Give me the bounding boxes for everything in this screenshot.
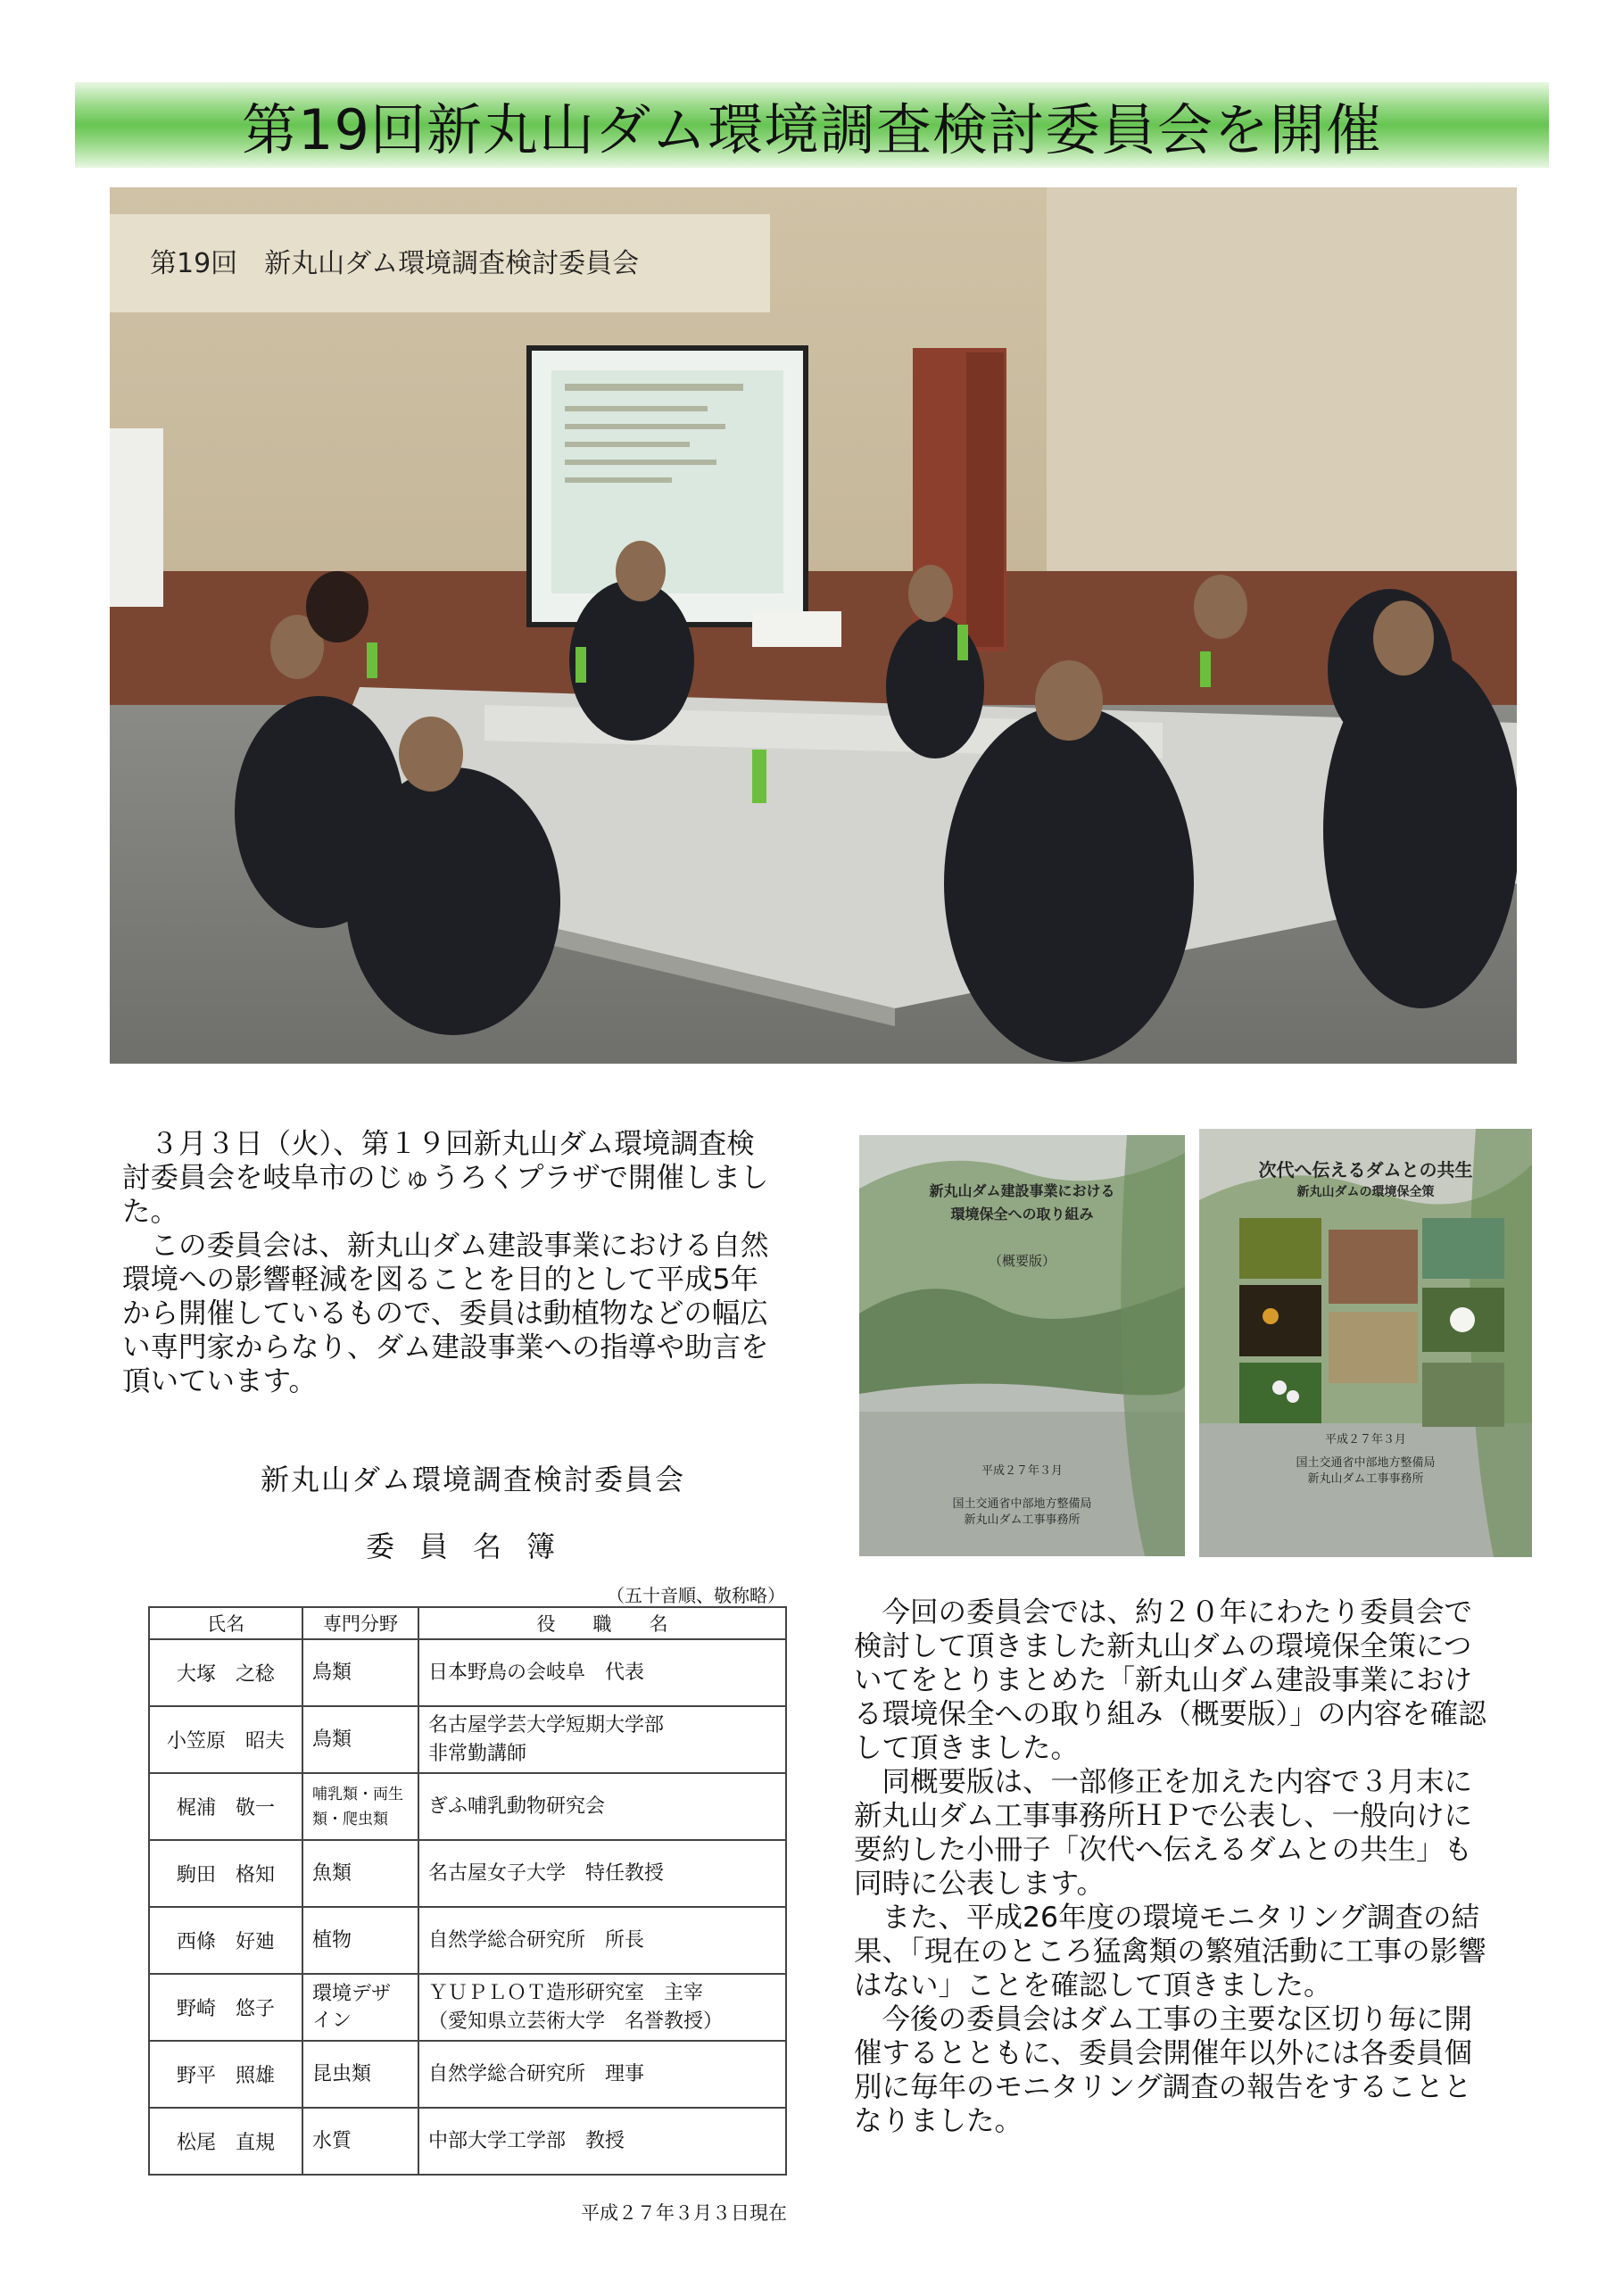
member-name: 駒田 格知 <box>149 1840 302 1907</box>
booklet-publisher-line: 新丸山ダム工事事務所 <box>964 1513 1081 1527</box>
member-name: 西條 好廸 <box>149 1907 302 1974</box>
column-header-name: 氏名 <box>149 1607 302 1639</box>
meeting-photo <box>110 187 1517 1064</box>
member-field: 魚類 <box>302 1840 418 1907</box>
booklet-title-line: 環境保全への取り組み <box>950 1206 1094 1223</box>
roster-note: （五十音順、敬称略） <box>607 1585 785 1606</box>
table-header-row <box>149 1607 786 1639</box>
member-position <box>418 1773 786 1840</box>
member-position <box>418 1639 786 1706</box>
member-field: 鳥類 <box>302 1639 418 1706</box>
table-row <box>149 1773 786 1840</box>
column-header-position: 役 職 名 <box>418 1607 786 1639</box>
member-position <box>418 1907 786 1974</box>
committee-title: 新丸山ダム環境調査検討委員会 <box>260 1463 685 1496</box>
member-field: 昆虫類 <box>302 2041 418 2108</box>
member-position-line: 中部大学工学部 教授 <box>428 2129 625 2152</box>
intro-paragraph: この委員会は、新丸山ダム建設事業における自然環境への影響軽減を図ることを目的として平成5年から開催しているもので、委員は動植物などの幅広い専門家からなり、ダム建設事業への指導や助言を頂いています。 <box>122 1230 769 1397</box>
table-row <box>149 1840 786 1907</box>
table-row <box>149 2041 786 2108</box>
member-position-line: 日本野鳥の会岐阜 代表 <box>428 1661 645 1684</box>
member-position-line: 非常勤講師 <box>428 1742 527 1765</box>
table-row <box>149 1706 786 1773</box>
member-position-line: ぎふ哺乳動物研究会 <box>428 1795 606 1818</box>
body-paragraph: 今後の委員会はダム工事の主要な区切り毎に開催するとともに、委員会開催年以外には各委員個別に毎年のモニタリング調査の報告をすることとなりました。 <box>854 2003 1473 2137</box>
member-position <box>418 1840 786 1907</box>
booklet-publisher <box>1199 1455 1532 1488</box>
booklet-publisher-line: 国土交通省中部地方整備局 <box>952 1497 1092 1511</box>
body-paragraph: また、平成26年度の環境モニタリング調査の結果、「現在のところ猛禽類の繁殖活動に工事の影響はない」ことを確認して頂きました。 <box>854 1902 1486 2002</box>
booklet-publisher-line: 新丸山ダム工事事務所 <box>1307 1472 1424 1486</box>
member-name: 野崎 悠子 <box>149 1974 302 2041</box>
table-row <box>149 1974 786 2041</box>
column-header-field: 専門分野 <box>302 1607 418 1639</box>
member-position <box>418 1706 786 1773</box>
member-position <box>418 2041 786 2108</box>
booklet-date: 平成２７年３月 <box>1324 1433 1406 1446</box>
member-field: 植物 <box>302 1907 418 1974</box>
member-field: 環境デザイン <box>302 1974 418 2041</box>
member-position-line: ＹＵＰＬＯＴ造形研究室 主宰 <box>428 1981 704 2004</box>
member-position-line: 自然学総合研究所 所長 <box>428 1928 645 1952</box>
booklet-title <box>859 1180 1185 1226</box>
member-name: 梶浦 敬一 <box>149 1773 302 1840</box>
member-field: 哺乳類・両生類・爬虫類 <box>302 1773 418 1840</box>
member-position <box>418 1974 786 2041</box>
title-banner <box>75 82 1549 168</box>
roster-title: 委員名簿 <box>365 1529 580 1563</box>
photo-banner-text: 第19回 新丸山ダム環境調査検討委員会 <box>150 248 640 279</box>
member-field: 水質 <box>302 2108 418 2175</box>
booklet-subtitle: 新丸山ダムの環境保全策 <box>1296 1185 1435 1199</box>
intro-paragraph: ３月３日（火）、第１９回新丸山ダム環境調査検討委員会を岐阜市のじゅうろくプラザで開催しました。 <box>122 1128 769 1228</box>
body-paragraph: 同概要版は、一部修正を加えた内容で３月末に新丸山ダム工事事務所ＨＰで公表し、一般向けに要約した小冊子「次代へ伝えるダムとの共生」も同時に公表します。 <box>854 1766 1473 1900</box>
results-text <box>854 1596 1498 2138</box>
booklet-cover-coexistence <box>1199 1129 1532 1557</box>
booklet-publisher-line: 国土交通省中部地方整備局 <box>1296 1456 1436 1470</box>
roster-as-of-date: 平成２７年３月３日現在 <box>581 2202 787 2224</box>
body-paragraph: 今回の委員会では、約２０年にわたり委員会で検討して頂きました新丸山ダムの環境保全策についてをとりまとめた「新丸山ダム建設事業における環境保全への取り組み（概要版）」の内容を確認して頂きました。 <box>854 1596 1486 1764</box>
booklet-title-line: 新丸山ダム建設事業における <box>929 1182 1115 1199</box>
booklet-date: 平成２７年３月 <box>981 1464 1063 1478</box>
page-title: 第19回新丸山ダム環境調査検討委員会を開催 <box>242 96 1382 162</box>
member-position-line: 名古屋学芸大学短期大学部 <box>428 1713 665 1737</box>
booklet-title: 次代へ伝えるダムとの共生 <box>1258 1159 1473 1181</box>
member-name: 野平 照雄 <box>149 2041 302 2108</box>
member-position-line: 名古屋女子大学 特任教授 <box>428 1861 665 1885</box>
member-position-line: 自然学総合研究所 理事 <box>428 2062 645 2085</box>
table-row <box>149 1907 786 1974</box>
intro-text <box>122 1127 783 1398</box>
booklet-edition: （概要版） <box>988 1253 1056 1269</box>
member-name: 大塚 之稔 <box>149 1639 302 1706</box>
member-name: 小笠原 昭夫 <box>149 1706 302 1773</box>
booklet-cover-summary <box>859 1135 1185 1556</box>
booklet-publisher <box>859 1496 1185 1529</box>
member-field: 鳥類 <box>302 1706 418 1773</box>
member-position <box>418 2108 786 2175</box>
table-row <box>149 1639 786 1706</box>
table-row <box>149 2108 786 2175</box>
member-name: 松尾 直規 <box>149 2108 302 2175</box>
member-roster-table <box>148 1606 787 2176</box>
member-position-line: （愛知県立芸術大学 名誉教授） <box>428 2010 724 2033</box>
